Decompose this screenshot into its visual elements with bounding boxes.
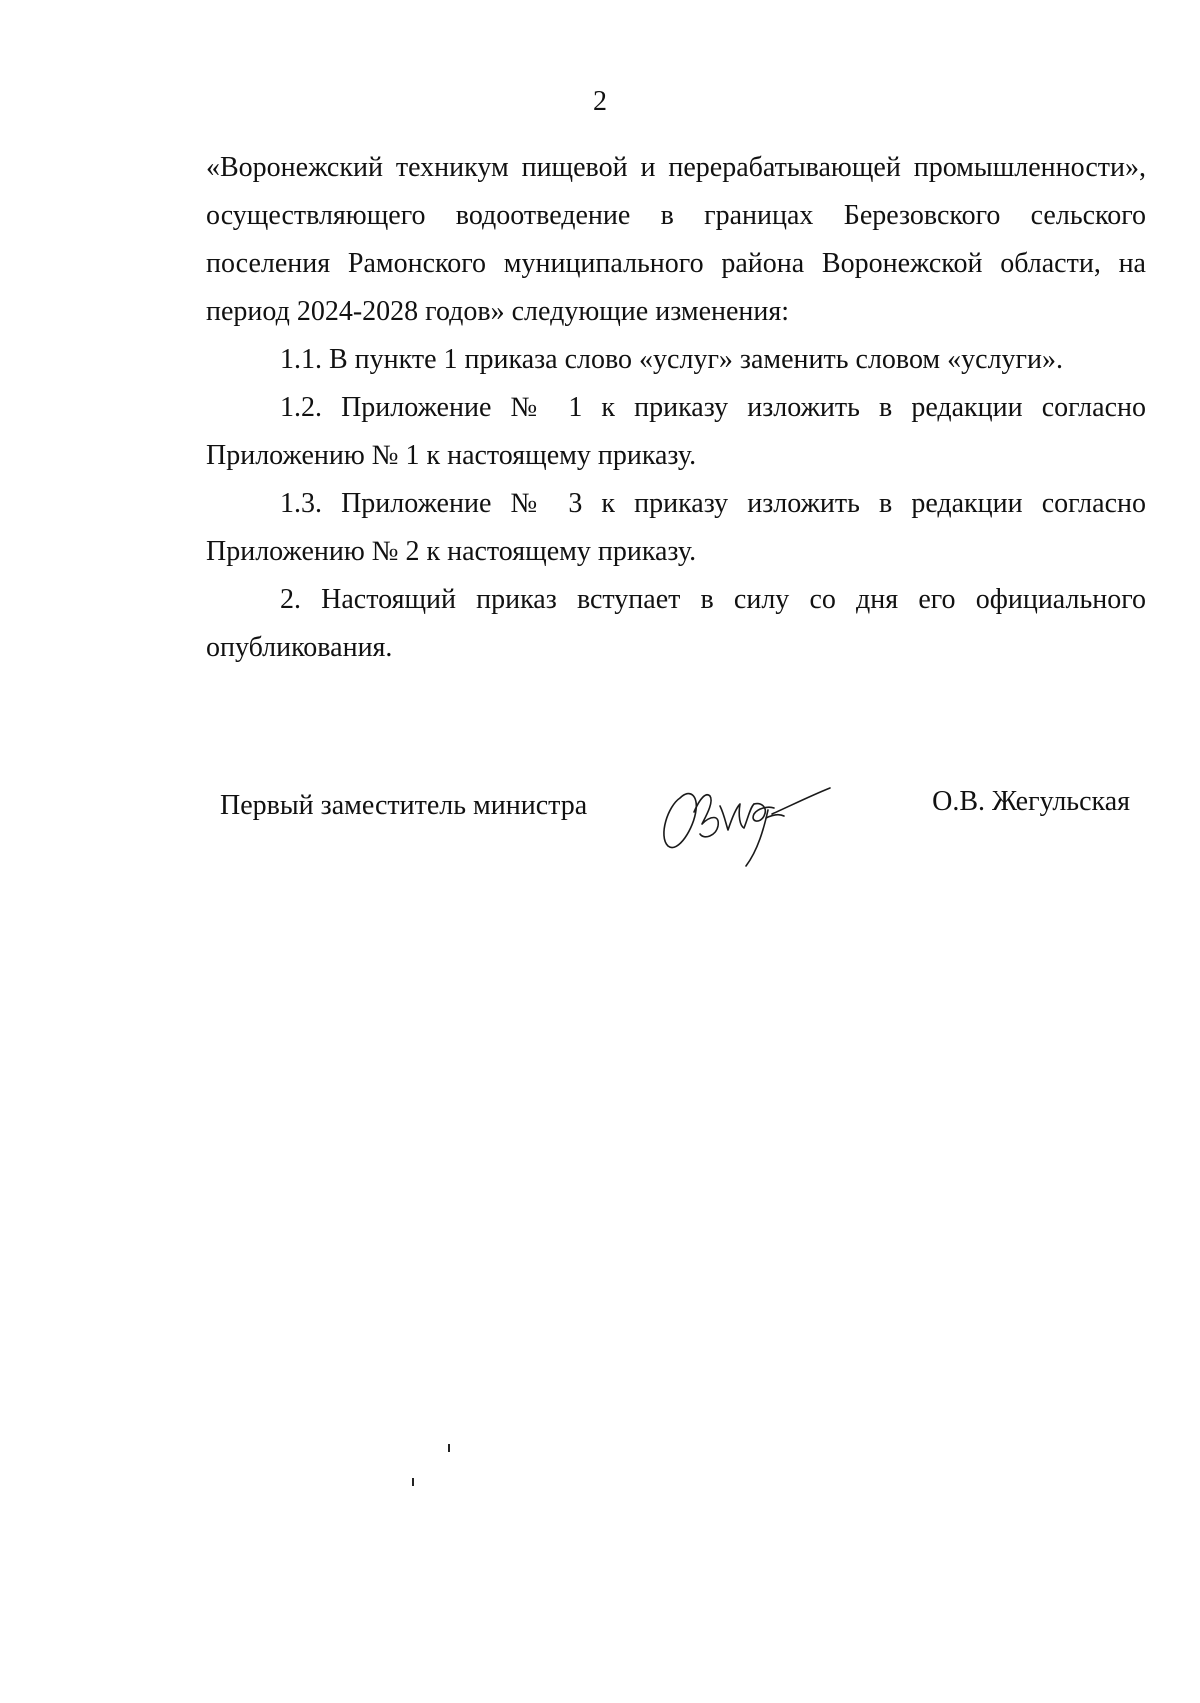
paragraph-item-2: 2. Настоящий приказ вступает в силу со дня его официального опубликования. — [206, 584, 1146, 663]
signatory-title: Первый заместитель министра — [220, 790, 588, 821]
paragraph-item-1-1: 1.1. В пункте 1 приказа слово «услуг» заменить словом «услуги». — [280, 344, 1064, 375]
paragraph-intro: «Воронежский техникум пищевой и перерабатывающей промышленности», осуществляющего водоотведение в границах Березовского сельского поселения Рамонского муниципального района Воронежской области, на период 2024-2028 годов» следующие изменения: — [206, 152, 1146, 327]
scan-speck — [412, 1478, 414, 1486]
paragraph-item-1-3: 1.3. Приложение № 3 к приказу изложить в редакции согласно Приложению № 2 к настоящему приказу. — [206, 488, 1146, 567]
handwritten-signature — [650, 758, 850, 878]
scan-speck — [448, 1444, 450, 1452]
signature-block — [220, 780, 1130, 890]
document-body — [206, 144, 1146, 672]
paragraph-item-1-2: 1.2. Приложение № 1 к приказу изложить в редакции согласно Приложению № 1 к настоящему приказу. — [206, 392, 1146, 471]
page-number: 2 — [593, 86, 607, 117]
signatory-name: О.В. Жегульская — [932, 786, 1130, 817]
